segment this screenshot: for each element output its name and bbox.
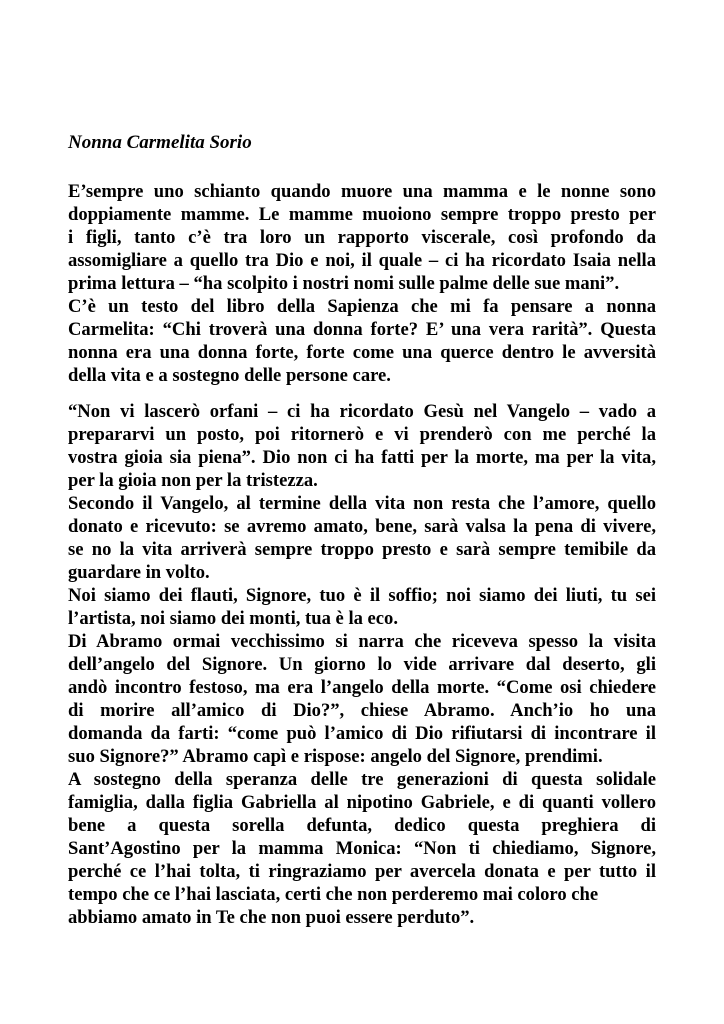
text-line: domanda da farti: “come può l’amico di Dio rifiutarsi di incontrare il — [68, 723, 656, 744]
text-line: C’è un testo del libro della Sapienza che mi fa pensare a nonna — [68, 296, 656, 317]
text-line: donato e ricevuto: se avremo amato, bene, sarà valsa la pena di vivere, — [68, 516, 656, 537]
text-line: guardare in volto. — [68, 562, 210, 583]
text-line: tempo che ce l’hai lasciata, certi che non perderemo mai coloro che — [68, 884, 599, 905]
text-line: vostra gioia sia piena”. Dio non ci ha fatti per la morte, ma per la vita, — [68, 447, 656, 468]
paragraph-block-2 — [68, 400, 656, 929]
text-line: A sostegno della speranza delle tre generazioni di questa solidale — [68, 769, 656, 790]
text-line: E’sempre uno schianto quando muore una mamma e le nonne sono — [68, 181, 656, 202]
paragraph-block-1 — [68, 180, 656, 387]
text-line: abbiamo amato in Te che non puoi essere perduto”. — [68, 907, 475, 928]
text-line: suo Signore?” Abramo capì e rispose: angelo del Signore, prendimi. — [68, 746, 603, 767]
text-line: di morire all’amico di Dio?”, chiese Abramo. Anch’io ho una — [68, 700, 656, 721]
text-line: prepararvi un posto, poi ritornerò e vi prenderò con me perché la — [68, 424, 656, 445]
text-line: della vita e a sostegno delle persone care. — [68, 365, 391, 386]
text-line: Secondo il Vangelo, al termine della vita non resta che l’amore, quello — [68, 493, 656, 514]
text-line: doppiamente mamme. Le mamme muoiono sempre troppo presto per — [68, 204, 656, 225]
text-line: “Non vi lascerò orfani – ci ha ricordato Gesù nel Vangelo – vado a — [68, 401, 656, 422]
text-line: nonna era una donna forte, forte come una querce dentro le avversità — [68, 342, 656, 363]
text-line: l’artista, noi siamo dei monti, tua è la eco. — [68, 608, 399, 629]
text-line: famiglia, dalla figlia Gabriella al nipotino Gabriele, e di quanti vollero — [68, 792, 656, 813]
document-title: Nonna Carmelita Sorio — [68, 132, 252, 153]
text-line: dell’angelo del Signore. Un giorno lo vide arrivare dal deserto, gli — [68, 654, 656, 675]
text-line: prima lettura – “ha scolpito i nostri nomi sulle palme delle sue mani”. — [68, 273, 620, 294]
text-line: assomigliare a quello tra Dio e noi, il quale – ci ha ricordato Isaia nella — [68, 250, 656, 271]
text-line: se no la vita arriverà sempre troppo presto e sarà sempre temibile da — [68, 539, 656, 560]
text-line: Sant’Agostino per la mamma Monica: “Non ti chiediamo, Signore, — [68, 838, 656, 859]
text-line: bene a questa sorella defunta, dedico questa preghiera di — [68, 815, 656, 836]
text-line: i figli, tanto c’è tra loro un rapporto viscerale, così profondo da — [68, 227, 656, 248]
text-line: Di Abramo ormai vecchissimo si narra che riceveva spesso la visita — [68, 631, 656, 652]
text-line: Noi siamo dei flauti, Signore, tuo è il soffio; noi siamo dei liuti, tu sei — [68, 585, 656, 606]
text-line: perché ce l’hai tolta, ti ringraziamo per avercela donata e per tutto il — [68, 861, 656, 882]
text-line: per la gioia non per la tristezza. — [68, 470, 318, 491]
text-line: andò incontro festoso, ma era l’angelo della morte. “Come osi chiedere — [68, 677, 656, 698]
text-line: Carmelita: “Chi troverà una donna forte? E’ una vera rarità”. Questa — [68, 319, 656, 340]
